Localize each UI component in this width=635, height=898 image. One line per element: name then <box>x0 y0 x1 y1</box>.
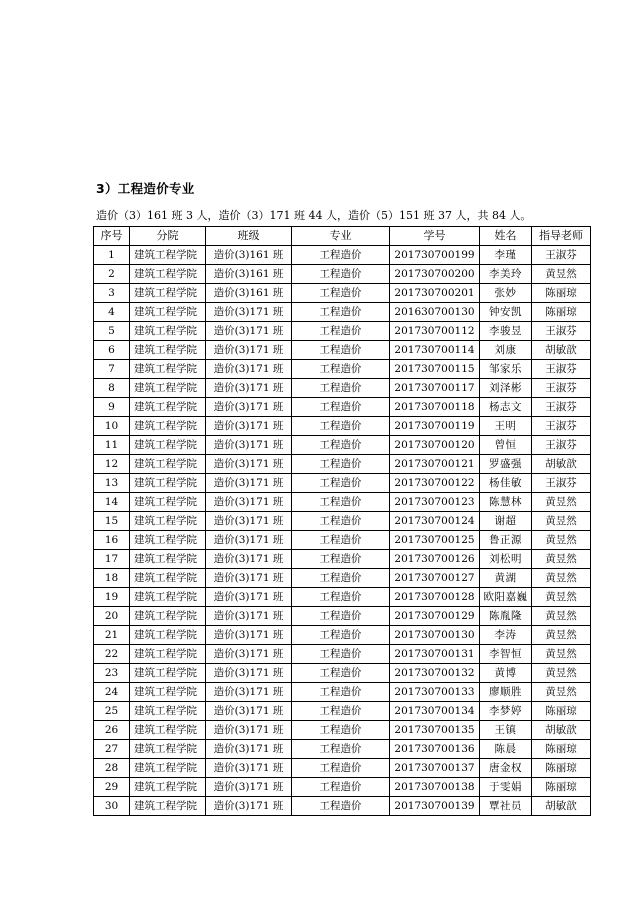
table-row <box>94 721 591 740</box>
cell-name: 李涛 <box>480 626 532 645</box>
cell-index: 28 <box>94 759 130 778</box>
cell-class: 造价(3)161 班 <box>206 246 292 265</box>
cell-school: 建筑工程学院 <box>130 778 206 797</box>
cell-major: 工程造价 <box>292 379 390 398</box>
cell-major: 工程造价 <box>292 284 390 303</box>
cell-name: 黄湖 <box>480 569 532 588</box>
cell-advisor: 陈丽琼 <box>532 778 591 797</box>
cell-index: 20 <box>94 607 130 626</box>
cell-school: 建筑工程学院 <box>130 702 206 721</box>
cell-student-id: 201730700127 <box>390 569 480 588</box>
cell-class: 造价(3)171 班 <box>206 455 292 474</box>
cell-student-id: 201730700125 <box>390 531 480 550</box>
table-row <box>94 265 591 284</box>
cell-name: 陈胤隆 <box>480 607 532 626</box>
cell-school: 建筑工程学院 <box>130 645 206 664</box>
table-row <box>94 512 591 531</box>
student-roster-table <box>93 226 591 816</box>
cell-major: 工程造价 <box>292 531 390 550</box>
cell-school: 建筑工程学院 <box>130 436 206 455</box>
cell-advisor: 黄昱然 <box>532 664 591 683</box>
cell-major: 工程造价 <box>292 436 390 455</box>
cell-student-id: 201730700124 <box>390 512 480 531</box>
cell-name: 陈慧林 <box>480 493 532 512</box>
cell-class: 造价(3)171 班 <box>206 607 292 626</box>
cell-name: 覃社员 <box>480 797 532 816</box>
cell-student-id: 201730700129 <box>390 607 480 626</box>
table-row <box>94 322 591 341</box>
cell-class: 造价(3)171 班 <box>206 379 292 398</box>
table-row <box>94 740 591 759</box>
cell-student-id: 201730700139 <box>390 797 480 816</box>
cell-advisor: 王淑芬 <box>532 398 591 417</box>
cell-advisor: 王淑芬 <box>532 246 591 265</box>
cell-school: 建筑工程学院 <box>130 626 206 645</box>
cell-advisor: 黄昱然 <box>532 531 591 550</box>
cell-index: 26 <box>94 721 130 740</box>
table-row <box>94 455 591 474</box>
header-major: 专业 <box>292 227 390 246</box>
cell-student-id: 201730700132 <box>390 664 480 683</box>
cell-major: 工程造价 <box>292 664 390 683</box>
cell-school: 建筑工程学院 <box>130 683 206 702</box>
cell-class: 造价(3)171 班 <box>206 322 292 341</box>
table-row <box>94 626 591 645</box>
cell-student-id: 201730700123 <box>390 493 480 512</box>
cell-advisor: 胡敏歆 <box>532 721 591 740</box>
table-row <box>94 436 591 455</box>
cell-index: 6 <box>94 341 130 360</box>
cell-student-id: 201730700136 <box>390 740 480 759</box>
cell-name: 李美玲 <box>480 265 532 284</box>
cell-advisor: 黄昱然 <box>532 626 591 645</box>
cell-major: 工程造价 <box>292 740 390 759</box>
cell-name: 廖顺胜 <box>480 683 532 702</box>
cell-school: 建筑工程学院 <box>130 740 206 759</box>
cell-advisor: 胡敏歆 <box>532 341 591 360</box>
cell-class: 造价(3)161 班 <box>206 284 292 303</box>
cell-advisor: 王淑芬 <box>532 360 591 379</box>
cell-advisor: 王淑芬 <box>532 474 591 493</box>
cell-name: 谢超 <box>480 512 532 531</box>
cell-school: 建筑工程学院 <box>130 379 206 398</box>
header-advisor: 指导老师 <box>532 227 591 246</box>
cell-major: 工程造价 <box>292 683 390 702</box>
cell-index: 13 <box>94 474 130 493</box>
cell-class: 造价(3)171 班 <box>206 493 292 512</box>
cell-index: 12 <box>94 455 130 474</box>
cell-index: 11 <box>94 436 130 455</box>
header-school: 分院 <box>130 227 206 246</box>
cell-school: 建筑工程学院 <box>130 512 206 531</box>
cell-major: 工程造价 <box>292 626 390 645</box>
cell-class: 造价(3)171 班 <box>206 512 292 531</box>
cell-index: 14 <box>94 493 130 512</box>
cell-major: 工程造价 <box>292 778 390 797</box>
cell-class: 造价(3)171 班 <box>206 360 292 379</box>
table-row <box>94 341 591 360</box>
table-row <box>94 645 591 664</box>
class-summary: 造价（3）161 班 3 人，造价（3）171 班 44 人，造价（5）151 班 37 人，共 84 人。 <box>96 209 532 222</box>
header-index: 序号 <box>94 227 130 246</box>
cell-advisor: 王淑芬 <box>532 322 591 341</box>
cell-index: 17 <box>94 550 130 569</box>
cell-name: 李智恒 <box>480 645 532 664</box>
table-row <box>94 246 591 265</box>
cell-index: 7 <box>94 360 130 379</box>
cell-class: 造价(3)171 班 <box>206 436 292 455</box>
cell-student-id: 201730700133 <box>390 683 480 702</box>
cell-class: 造价(3)171 班 <box>206 303 292 322</box>
cell-advisor: 王淑芬 <box>532 417 591 436</box>
cell-name: 王镇 <box>480 721 532 740</box>
cell-index: 25 <box>94 702 130 721</box>
cell-name: 欧阳嘉巍 <box>480 588 532 607</box>
cell-advisor: 黄昱然 <box>532 265 591 284</box>
cell-index: 27 <box>94 740 130 759</box>
cell-student-id: 201730700130 <box>390 626 480 645</box>
cell-name: 邹家乐 <box>480 360 532 379</box>
cell-index: 23 <box>94 664 130 683</box>
cell-index: 5 <box>94 322 130 341</box>
table-body <box>94 246 591 816</box>
cell-major: 工程造价 <box>292 455 390 474</box>
cell-index: 16 <box>94 531 130 550</box>
cell-student-id: 201730700114 <box>390 341 480 360</box>
cell-index: 3 <box>94 284 130 303</box>
cell-major: 工程造价 <box>292 721 390 740</box>
cell-name: 刘康 <box>480 341 532 360</box>
cell-index: 15 <box>94 512 130 531</box>
cell-class: 造价(3)161 班 <box>206 265 292 284</box>
cell-class: 造价(3)171 班 <box>206 664 292 683</box>
cell-name: 李骏昱 <box>480 322 532 341</box>
cell-name: 陈晨 <box>480 740 532 759</box>
cell-class: 造价(3)171 班 <box>206 797 292 816</box>
cell-advisor: 黄昱然 <box>532 550 591 569</box>
cell-index: 1 <box>94 246 130 265</box>
cell-class: 造价(3)171 班 <box>206 569 292 588</box>
cell-class: 造价(3)171 班 <box>206 588 292 607</box>
cell-index: 30 <box>94 797 130 816</box>
cell-student-id: 201630700130 <box>390 303 480 322</box>
cell-major: 工程造价 <box>292 607 390 626</box>
table-row <box>94 360 591 379</box>
table-row <box>94 607 591 626</box>
cell-school: 建筑工程学院 <box>130 721 206 740</box>
cell-major: 工程造价 <box>292 322 390 341</box>
cell-major: 工程造价 <box>292 417 390 436</box>
table-row <box>94 417 591 436</box>
cell-student-id: 201730700120 <box>390 436 480 455</box>
cell-student-id: 201730700135 <box>390 721 480 740</box>
cell-advisor: 陈丽琼 <box>532 284 591 303</box>
cell-student-id: 201730700117 <box>390 379 480 398</box>
table-row <box>94 683 591 702</box>
cell-name: 曾恒 <box>480 436 532 455</box>
cell-advisor: 黄昱然 <box>532 683 591 702</box>
header-class: 班级 <box>206 227 292 246</box>
table-row <box>94 398 591 417</box>
cell-school: 建筑工程学院 <box>130 284 206 303</box>
cell-advisor: 黄昱然 <box>532 588 591 607</box>
cell-advisor: 王淑芬 <box>532 436 591 455</box>
cell-school: 建筑工程学院 <box>130 493 206 512</box>
cell-name: 刘泽彬 <box>480 379 532 398</box>
cell-advisor: 陈丽琼 <box>532 303 591 322</box>
cell-major: 工程造价 <box>292 474 390 493</box>
table-row <box>94 379 591 398</box>
cell-name: 鲁正源 <box>480 531 532 550</box>
table-row <box>94 702 591 721</box>
cell-major: 工程造价 <box>292 341 390 360</box>
cell-advisor: 黄昱然 <box>532 569 591 588</box>
table-row <box>94 588 591 607</box>
cell-student-id: 201730700121 <box>390 455 480 474</box>
cell-class: 造价(3)171 班 <box>206 550 292 569</box>
cell-school: 建筑工程学院 <box>130 341 206 360</box>
cell-student-id: 201730700112 <box>390 322 480 341</box>
cell-class: 造价(3)171 班 <box>206 398 292 417</box>
cell-advisor: 陈丽琼 <box>532 702 591 721</box>
cell-class: 造价(3)171 班 <box>206 417 292 436</box>
cell-name: 王明 <box>480 417 532 436</box>
cell-school: 建筑工程学院 <box>130 550 206 569</box>
cell-school: 建筑工程学院 <box>130 322 206 341</box>
cell-major: 工程造价 <box>292 398 390 417</box>
cell-major: 工程造价 <box>292 360 390 379</box>
table-row <box>94 569 591 588</box>
cell-name: 钟安凯 <box>480 303 532 322</box>
cell-index: 9 <box>94 398 130 417</box>
cell-class: 造价(3)171 班 <box>206 531 292 550</box>
cell-major: 工程造价 <box>292 246 390 265</box>
cell-student-id: 201730700119 <box>390 417 480 436</box>
cell-school: 建筑工程学院 <box>130 360 206 379</box>
cell-major: 工程造价 <box>292 550 390 569</box>
cell-name: 刘松明 <box>480 550 532 569</box>
cell-index: 24 <box>94 683 130 702</box>
cell-school: 建筑工程学院 <box>130 797 206 816</box>
table-row <box>94 797 591 816</box>
cell-class: 造价(3)171 班 <box>206 645 292 664</box>
cell-name: 于雯娟 <box>480 778 532 797</box>
cell-school: 建筑工程学院 <box>130 417 206 436</box>
cell-school: 建筑工程学院 <box>130 265 206 284</box>
cell-school: 建筑工程学院 <box>130 398 206 417</box>
cell-advisor: 黄昱然 <box>532 493 591 512</box>
cell-student-id: 201730700115 <box>390 360 480 379</box>
cell-class: 造价(3)171 班 <box>206 474 292 493</box>
cell-school: 建筑工程学院 <box>130 759 206 778</box>
cell-class: 造价(3)171 班 <box>206 341 292 360</box>
cell-advisor: 胡敏歆 <box>532 797 591 816</box>
cell-advisor: 王淑芬 <box>532 379 591 398</box>
cell-school: 建筑工程学院 <box>130 455 206 474</box>
cell-index: 19 <box>94 588 130 607</box>
cell-name: 李梦婷 <box>480 702 532 721</box>
cell-class: 造价(3)171 班 <box>206 626 292 645</box>
cell-advisor: 陈丽琼 <box>532 759 591 778</box>
header-name: 姓名 <box>480 227 532 246</box>
cell-index: 4 <box>94 303 130 322</box>
cell-advisor: 胡敏歆 <box>532 455 591 474</box>
cell-student-id: 201730700138 <box>390 778 480 797</box>
cell-school: 建筑工程学院 <box>130 474 206 493</box>
cell-advisor: 陈丽琼 <box>532 740 591 759</box>
cell-name: 黄博 <box>480 664 532 683</box>
cell-class: 造价(3)171 班 <box>206 740 292 759</box>
cell-student-id: 201730700200 <box>390 265 480 284</box>
cell-student-id: 201730700137 <box>390 759 480 778</box>
cell-school: 建筑工程学院 <box>130 569 206 588</box>
cell-index: 22 <box>94 645 130 664</box>
cell-student-id: 201730700118 <box>390 398 480 417</box>
cell-index: 21 <box>94 626 130 645</box>
cell-school: 建筑工程学院 <box>130 607 206 626</box>
cell-school: 建筑工程学院 <box>130 303 206 322</box>
cell-index: 18 <box>94 569 130 588</box>
cell-advisor: 黄昱然 <box>532 607 591 626</box>
cell-major: 工程造价 <box>292 759 390 778</box>
cell-student-id: 201730700131 <box>390 645 480 664</box>
cell-student-id: 201730700126 <box>390 550 480 569</box>
cell-major: 工程造价 <box>292 569 390 588</box>
table-row <box>94 531 591 550</box>
cell-name: 杨志文 <box>480 398 532 417</box>
cell-school: 建筑工程学院 <box>130 531 206 550</box>
cell-student-id: 201730700201 <box>390 284 480 303</box>
cell-major: 工程造价 <box>292 588 390 607</box>
table-row <box>94 664 591 683</box>
cell-major: 工程造价 <box>292 702 390 721</box>
cell-major: 工程造价 <box>292 265 390 284</box>
cell-index: 2 <box>94 265 130 284</box>
cell-name: 杨佳敏 <box>480 474 532 493</box>
cell-student-id: 201730700128 <box>390 588 480 607</box>
cell-index: 29 <box>94 778 130 797</box>
cell-student-id: 201730700122 <box>390 474 480 493</box>
table-row <box>94 493 591 512</box>
cell-major: 工程造价 <box>292 493 390 512</box>
section-title: 3）工程造价专业 <box>96 181 195 196</box>
header-student-id: 学号 <box>390 227 480 246</box>
cell-student-id: 201730700134 <box>390 702 480 721</box>
cell-name: 李瑾 <box>480 246 532 265</box>
cell-index: 8 <box>94 379 130 398</box>
table-row <box>94 778 591 797</box>
table-row <box>94 284 591 303</box>
cell-class: 造价(3)171 班 <box>206 721 292 740</box>
cell-major: 工程造价 <box>292 303 390 322</box>
cell-advisor: 黄昱然 <box>532 645 591 664</box>
table-header-row <box>94 227 591 246</box>
cell-class: 造价(3)171 班 <box>206 702 292 721</box>
cell-class: 造价(3)171 班 <box>206 759 292 778</box>
cell-major: 工程造价 <box>292 645 390 664</box>
table-row <box>94 759 591 778</box>
cell-name: 唐金权 <box>480 759 532 778</box>
cell-school: 建筑工程学院 <box>130 664 206 683</box>
cell-school: 建筑工程学院 <box>130 246 206 265</box>
cell-major: 工程造价 <box>292 797 390 816</box>
cell-major: 工程造价 <box>292 512 390 531</box>
cell-name: 张妙 <box>480 284 532 303</box>
table-row <box>94 474 591 493</box>
cell-class: 造价(3)171 班 <box>206 778 292 797</box>
cell-index: 10 <box>94 417 130 436</box>
cell-name: 罗盛强 <box>480 455 532 474</box>
cell-advisor: 黄昱然 <box>532 512 591 531</box>
cell-student-id: 201730700199 <box>390 246 480 265</box>
table-row <box>94 550 591 569</box>
table-row <box>94 303 591 322</box>
cell-school: 建筑工程学院 <box>130 588 206 607</box>
cell-class: 造价(3)171 班 <box>206 683 292 702</box>
